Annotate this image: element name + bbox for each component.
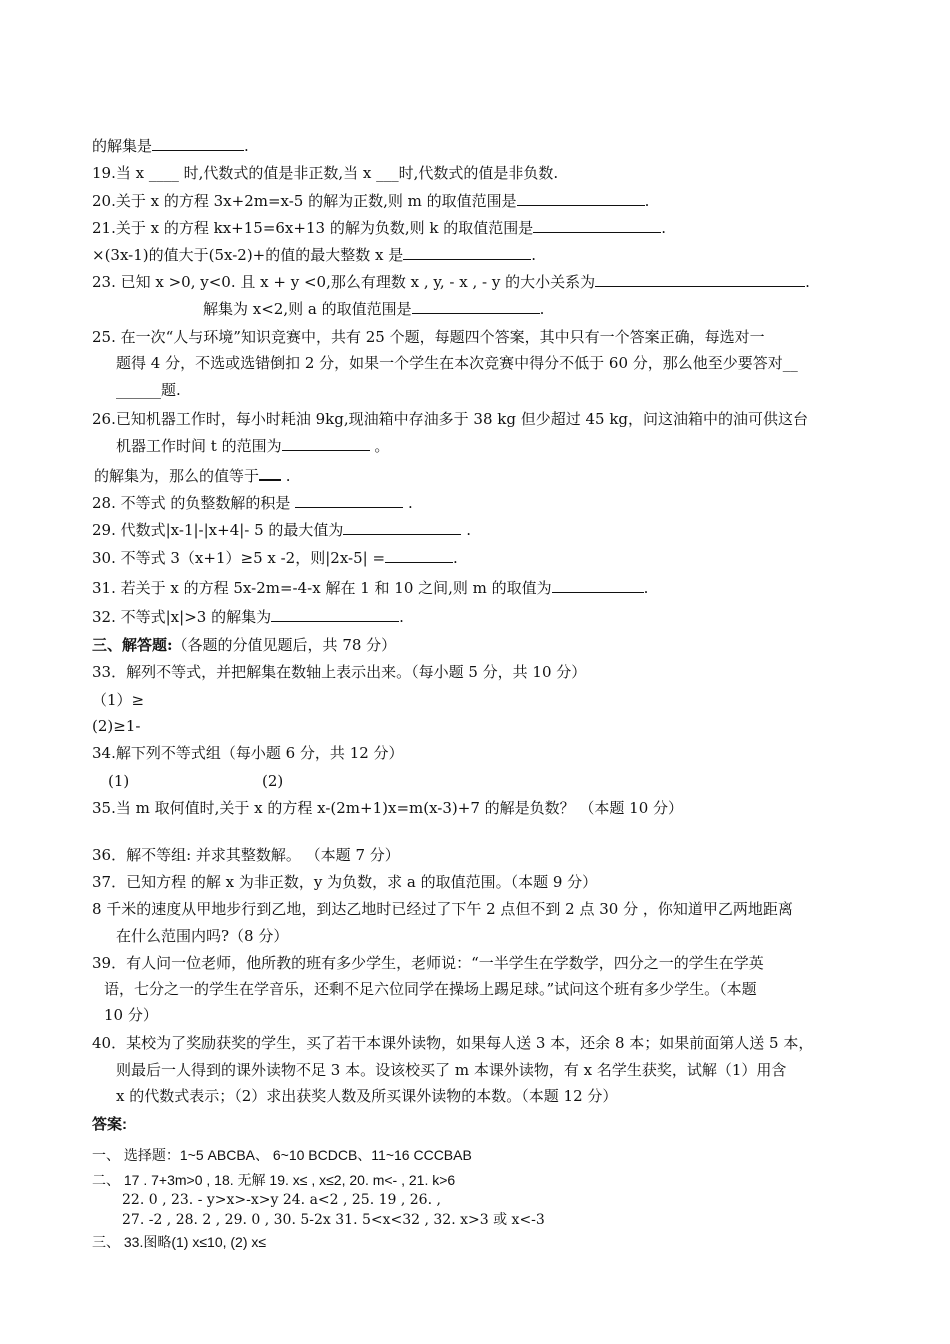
answer-blank bbox=[385, 548, 453, 563]
text-line: x 的代数式表示；（2）求出获奖人数及所买课外读物的本数。（本题 12 分） bbox=[116, 1087, 618, 1105]
text-line: 则最后一人得到的课外读物不足 3 本。设该校买了 m 本课外读物，有 x 名学生获奖，试解（1）用含 bbox=[116, 1061, 787, 1079]
text-line: 解集为 x<2,则 a 的取值范围是 . bbox=[203, 300, 545, 318]
text-line: 23. 已知 x >0, y<0. 且 x + y <0,那么有理数 x , y, - x , - y 的大小关系为 . bbox=[92, 273, 810, 291]
text-line: 30. 不等式 3（x+1）≥5 x -2，则|2x-5| = . bbox=[92, 549, 458, 567]
text-line: 32. 不等式|x|>3 的解集为 . bbox=[92, 608, 404, 626]
text-line: 语，七分之一的学生在学音乐，还剩不足六位同学在操场上踢足球。”试问这个班有多少学生。（本题 bbox=[104, 980, 757, 998]
text-line: 36．解不等组: 并求其整数解。 （本题 7 分） bbox=[92, 846, 400, 864]
text-line: （1）≥ bbox=[92, 691, 145, 709]
text-line: 40．某校为了奖励获奖的学生，买了若干本课外读物，如果每人送 3 本，还余 8 本；如果前面第人送 5 本， bbox=[92, 1034, 814, 1052]
text-line: 题得 4 分，不选或选错倒扣 2 分，如果一个学生在本次竞赛中得分不低于 60 分，那么他至少要答对__ bbox=[116, 354, 798, 372]
answer-line: 27. -2 , 28. 2 , 29. 0 , 30. 5-2x 31. 5<x<32 , 32. x>3 或 x<-3 bbox=[122, 1212, 545, 1228]
text-line: (2)≥1- bbox=[92, 717, 141, 735]
text-line: 31. 若关于 x 的方程 5x-2m=-4-x 解在 1 和 10 之间,则 m 的取值为 . bbox=[92, 579, 649, 597]
text-line: 10 分） bbox=[104, 1006, 158, 1024]
answer-line: 一、 选择题：1~5 ABCBA、 6~10 BCDCB、11~16 CCCBAB bbox=[92, 1147, 472, 1163]
text-line: 8 千米的速度从甲地步行到乙地，到达乙地时已经过了下午 2 点但不到 2 点 30 分 ，你知道甲乙两地距离 bbox=[92, 900, 793, 918]
text-line: (1) bbox=[108, 772, 130, 790]
answer-blank bbox=[403, 245, 531, 260]
text-line: 26.已知机器工作时，每小时耗油 9kg,现油箱中存油多于 38 kg 但少超过 45 kg，问这油箱中的油可供这台 bbox=[92, 410, 809, 428]
text-line: 37．已知方程 的解 x 为非正数，y 为负数，求 a 的取值范围。（本题 9 分） bbox=[92, 873, 598, 891]
answer-blank bbox=[595, 272, 805, 287]
text-line: 20.关于 x 的方程 3x+2m=x-5 的解为正数,则 m 的取值范围是 . bbox=[92, 192, 650, 210]
answer-blank bbox=[271, 607, 399, 622]
text-line: 34.解下列不等式组（每小题 6 分，共 12 分） bbox=[92, 744, 404, 762]
answer-blank bbox=[282, 436, 370, 451]
text-line: 在什么范围内吗?（8 分） bbox=[116, 927, 289, 945]
answer-blank bbox=[295, 493, 403, 508]
answers-heading: 答案: bbox=[92, 1116, 127, 1133]
text-line: 35.当 m 取何值时,关于 x 的方程 x-(2m+1)x=m(x-3)+7 的解是负数？ （本题 10 分） bbox=[92, 799, 684, 817]
text-line: ×(3x-1)的值大于(5x-2)+的值的最大整数 x 是 . bbox=[92, 246, 537, 264]
answer-line: 三、 33.图略(1) x≤10, (2) x≤ bbox=[92, 1234, 267, 1250]
text-line: 19.当 x ____ 时,代数式的值是非正数,当 x ___时,代数式的值是非负数. bbox=[92, 164, 559, 182]
answer-blank bbox=[152, 136, 244, 151]
text-line: (2) bbox=[262, 772, 284, 790]
text-line: ______题. bbox=[116, 381, 181, 399]
answer-blank bbox=[552, 578, 644, 593]
text-line: 21.关于 x 的方程 kx+15=6x+13 的解为负数,则 k 的取值范围是 . bbox=[92, 219, 666, 237]
text-line: 29. 代数式|x-1|-|x+4|- 5 的最大值为 . bbox=[92, 521, 471, 539]
text-line: 机器工作时间 t 的范围为 。 bbox=[116, 437, 390, 455]
answer-blank bbox=[517, 191, 645, 206]
text-line: 33．解列不等式，并把解集在数轴上表示出来。（每小题 5 分，共 10 分） bbox=[92, 663, 587, 681]
section-heading: 三、解答题:（各题的分值见题后，共 78 分） bbox=[92, 636, 397, 654]
answer-blank bbox=[259, 465, 281, 481]
answer-blank bbox=[343, 520, 461, 535]
text-line: 的解集为，那么的值等于 . bbox=[94, 467, 291, 485]
text-line: 39．有人问一位老师，他所教的班有多少学生，老师说：“一半学生在学数学，四分之一的学生在学英 bbox=[92, 954, 764, 972]
text-line: 25. 在一次“人与环境”知识竞赛中，共有 25 个题，每题四个答案，其中只有一个答案正确，每选对一 bbox=[92, 328, 765, 346]
answer-blank bbox=[412, 299, 540, 314]
text-line: 28. 不等式 的负整数解的积是 . bbox=[92, 494, 413, 512]
text-line: 的解集是 . bbox=[92, 137, 249, 155]
answer-line: 二、 17 . 7+3m>0 , 18. 无解 19. x≤ , x≤2, 20. m<- , 21. k>6 bbox=[92, 1172, 456, 1188]
answer-line: 22. 0 , 23. - y>x>-x>y 24. a<2 , 25. 19 , 26. , bbox=[122, 1192, 441, 1208]
answer-blank bbox=[533, 218, 661, 233]
